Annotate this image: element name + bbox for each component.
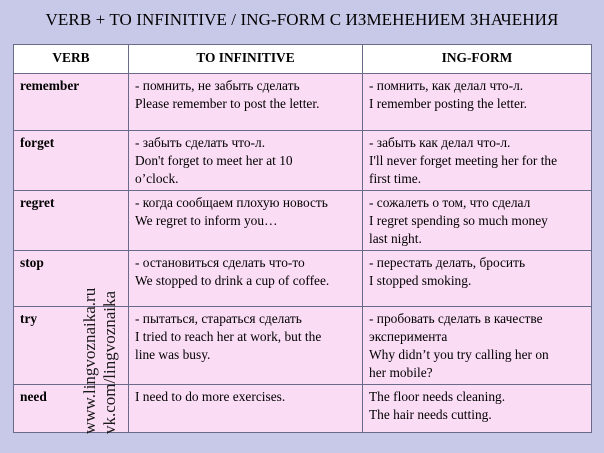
example-line: her mobile? (369, 365, 433, 380)
example-line: first time. (369, 171, 422, 186)
meaning-line: - пытаться, стараться сделать (135, 311, 302, 326)
meaning-line: - помнить, не забыть сделать (135, 78, 300, 93)
example-line: o’clock. (135, 171, 179, 186)
meaning-line: - помнить, как делал что-л. (369, 78, 524, 93)
meaning-line: - забыть сделать что-л. (135, 135, 266, 150)
to-infinitive-cell (129, 385, 363, 433)
meaning-line: - забыть как делал что-л. (369, 135, 511, 150)
table-row (14, 74, 592, 131)
to-infinitive-cell (129, 191, 363, 251)
column-header-verb: VERB (14, 45, 129, 74)
ing-form-cell (363, 307, 592, 385)
example-line: We regret to inform you… (135, 213, 278, 228)
example-line: line was busy. (135, 347, 211, 362)
page-title: VERB + TO INFINITIVE / ING-FORM С ИЗМЕНЕНИЕМ ЗНАЧЕНИЯ (45, 10, 559, 29)
meaning-line: - когда сообщаем плохую новость (135, 195, 328, 210)
meaning-line: - сожалеть о том, что сделал (369, 195, 531, 210)
watermark-vk-link: vk.com/lingvoznaika (100, 290, 119, 434)
ing-form-cell (363, 251, 592, 307)
example-line: Why didn’t you try calling her on (369, 347, 549, 362)
ing-form-cell (363, 385, 592, 433)
example-line: Don't forget to meet her at 10 (135, 153, 293, 168)
meaning-line: эксперимента (369, 329, 448, 344)
example-line: Please remember to post the letter. (135, 96, 320, 111)
meaning-line: - пробовать сделать в качестве (369, 311, 543, 326)
to-infinitive-cell (129, 251, 363, 307)
example-line: I tried to reach her at work, but the (135, 329, 322, 344)
column-header-to-infinitive: TO INFINITIVE (129, 45, 363, 74)
to-infinitive-cell (129, 131, 363, 191)
example-line: I'll never forget meeting her for the (369, 153, 558, 168)
verb-cell (14, 191, 129, 251)
ing-form-cell (363, 191, 592, 251)
verb-cell (14, 74, 129, 131)
example-line: The floor needs cleaning. (369, 389, 506, 404)
to-infinitive-cell (129, 74, 363, 131)
ing-form-cell (363, 131, 592, 191)
example-line: I regret spending so much money (369, 213, 548, 228)
verb-text: stop (20, 255, 44, 270)
watermark-site-link: www.lingvoznaika.ru (80, 287, 99, 434)
verb-text: try (20, 311, 38, 326)
example-line: last night. (369, 231, 422, 246)
example-line: I stopped smoking. (369, 273, 472, 288)
table-row (14, 191, 592, 251)
meaning-line: - остановиться сделать что-то (135, 255, 305, 270)
verb-cell (14, 131, 129, 191)
example-line: I need to do more exercises. (135, 389, 286, 404)
verb-text: remember (20, 78, 80, 93)
column-header-ing-form: ING-FORM (363, 45, 592, 74)
to-infinitive-cell (129, 307, 363, 385)
example-line: The hair needs cutting. (369, 407, 492, 422)
meaning-line: - перестать делать, бросить (369, 255, 526, 270)
verb-text: forget (20, 135, 55, 150)
verb-text: regret (20, 195, 55, 210)
table-row (14, 131, 592, 191)
example-line: I remember posting the letter. (369, 96, 528, 111)
example-line: We stopped to drink a cup of coffee. (135, 273, 330, 288)
ing-form-cell (363, 74, 592, 131)
table-header-row (14, 45, 592, 74)
website-watermark (80, 288, 120, 434)
verb-text: need (20, 389, 47, 404)
